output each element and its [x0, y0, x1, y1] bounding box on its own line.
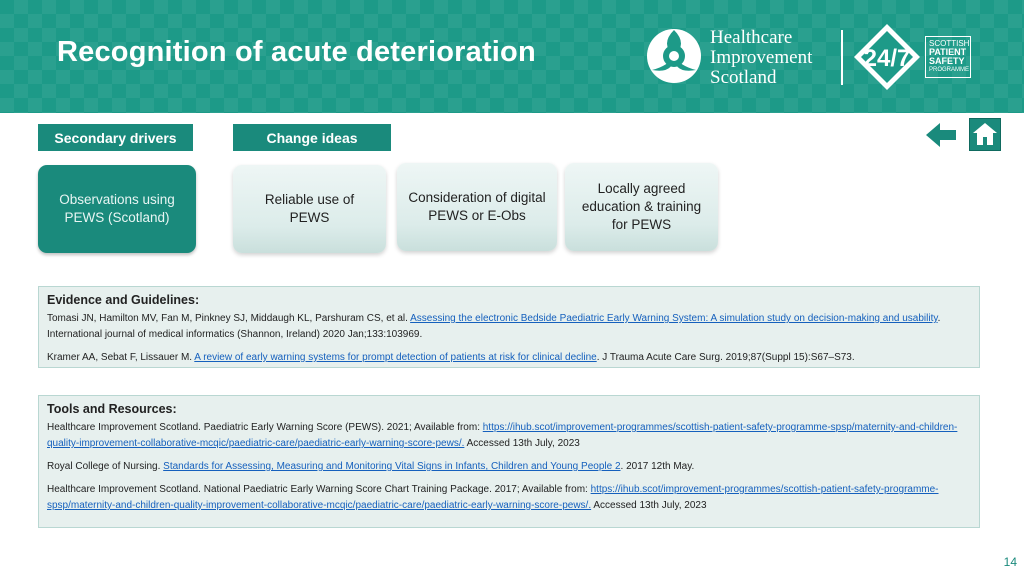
tools-ref-2 — [47, 459, 971, 475]
idea-card-digital-pews: Consideration of digital PEWS or E-Obs — [397, 163, 557, 251]
page-number: 14 — [1003, 555, 1017, 569]
evidence-ref-1-suffix: . International journal of medical informatics (Shannon, Ireland) 2020 Jan;133:103969. — [47, 313, 941, 340]
tools-heading: Tools and Resources: — [47, 402, 177, 416]
idea-card-education-training: Locally agreed education & training for PEWS — [565, 163, 718, 251]
evidence-ref-2 — [47, 350, 971, 366]
home-button[interactable] — [969, 118, 1001, 151]
his-logo-line-1: Healthcare — [710, 27, 793, 48]
tools-ref-2-link[interactable]: Standards for Assessing, Measuring and Monitoring Vital Signs in Infants, Children and Young People 2 — [163, 461, 621, 472]
spsp-text-block — [925, 36, 971, 78]
idea-card-reliable-use: Reliable use of PEWS — [233, 165, 386, 253]
tools-ref-1-text: Healthcare Improvement Scotland. Paediatric Early Warning Score (PEWS). 2021; Available from: — [47, 422, 483, 433]
evidence-ref-2-link[interactable]: A review of early warning systems for prompt detection of patients at risk for clinical decline — [194, 352, 597, 363]
tools-ref-1 — [47, 420, 971, 452]
tools-ref-1-link[interactable]: https://ihub.scot/improvement-programmes/scottish-patient-safety-programme-spsp/maternity-and-children-quality-improvement-collaborative-mcqic/paediatric-care/paediatric-early-warning-score-pews/. — [47, 422, 958, 449]
tools-ref-3-text: Healthcare Improvement Scotland. National Paediatric Early Warning Score Chart Training Package. 2017; Available from: — [47, 484, 591, 495]
spsp-line-4: PROGRAMME — [929, 67, 970, 73]
evidence-heading: Evidence and Guidelines: — [47, 293, 200, 307]
evidence-ref-1-link[interactable]: Assessing the electronic Bedside Paediatric Early Warning System: A simulation study on decision-making and usability — [410, 313, 938, 324]
home-icon — [970, 119, 1000, 150]
his-logo-line-2: Improvement — [710, 47, 813, 68]
tools-ref-3-link[interactable]: https://ihub.scot/improvement-programmes/scottish-patient-safety-programme-spsp/maternity-and-children-quality-improvement-collaborative-mcqic/paediatric-care/paediatric-early-warning-score-pews/. — [47, 484, 939, 511]
evidence-ref-1-text: Tomasi JN, Hamilton MV, Fan M, Pinkney SJ, Middaugh KL, Parshuram CS, et al. — [47, 313, 411, 324]
evidence-ref-2-suffix: . J Trauma Acute Care Surg. 2019;87(Suppl 15):S67–S73. — [596, 352, 855, 363]
svg-text:24/7: 24/7 — [863, 45, 911, 72]
page-title: Recognition of acute deterioration — [57, 36, 536, 68]
tools-ref-1-suffix: Accessed 13th July, 2023 — [464, 438, 580, 449]
evidence-ref-2-text: Kramer AA, Sebat F, Lissauer M. — [47, 352, 195, 363]
header-banner — [0, 0, 1024, 113]
tools-ref-3 — [47, 482, 971, 514]
tools-ref-2-suffix: . 2017 12th May. — [620, 461, 695, 472]
his-logo-line-3: Scotland — [710, 67, 777, 88]
back-button[interactable] — [924, 120, 958, 150]
logo-divider — [841, 30, 843, 85]
his-knot-icon — [644, 26, 704, 86]
spsp-line-1: SCOTTISH — [929, 39, 970, 48]
spsp-line-2: PATIENT — [929, 47, 967, 57]
spsp-badge-logo — [852, 22, 922, 92]
back-arrow-icon — [924, 120, 958, 150]
spsp-line-3: SAFETY — [929, 56, 965, 66]
evidence-panel — [38, 286, 980, 368]
tools-ref-2-text: Royal College of Nursing. — [47, 461, 164, 472]
tools-ref-3-suffix: Accessed 13th July, 2023 — [591, 500, 707, 511]
tab-secondary-drivers[interactable]: Secondary drivers — [38, 124, 193, 151]
driver-card-observations: Observations using PEWS (Scotland) — [38, 165, 196, 253]
healthcare-improvement-scotland-logo — [644, 26, 834, 88]
tools-panel — [38, 395, 980, 528]
evidence-ref-1 — [47, 311, 971, 343]
tab-change-ideas[interactable]: Change ideas — [233, 124, 391, 151]
